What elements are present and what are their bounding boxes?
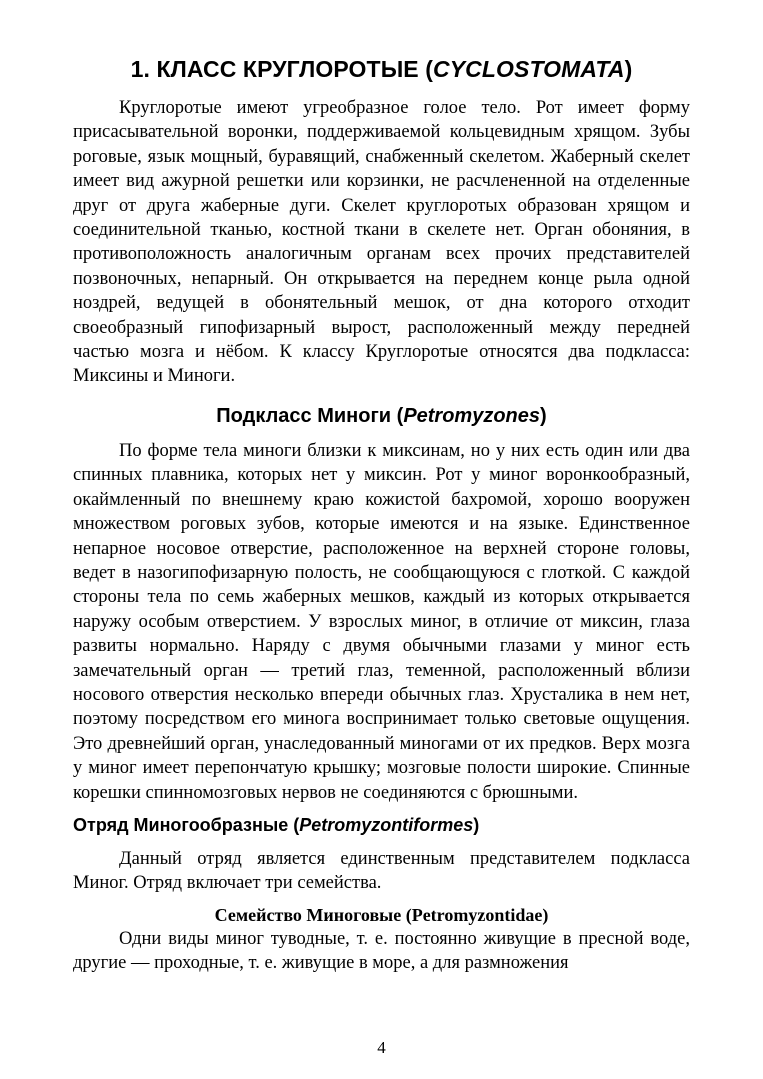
family-title: Семейство Миноговые (Petromyzontidae) xyxy=(214,904,549,925)
order-title-latin: Petromyzontiformes xyxy=(299,814,474,835)
order-title-prefix: Отряд Миногообразные ( xyxy=(73,814,300,835)
subclass-title-suffix: ) xyxy=(540,404,547,427)
family-paragraph: Одни виды миног туводные, т. е. постоянно живущие в пресной воде, другие — проходные, т. е. живущие в море, а для размножения xyxy=(73,928,690,974)
order-title-suffix: ) xyxy=(473,814,480,835)
section-title-prefix: 1. КЛАСС КРУГЛОРОТЫЕ ( xyxy=(130,56,433,82)
subclass-paragraph: По форме тела миноги близки к миксинам, но у них есть один или два спинных плавника, которых нет у миксин. Рот у миног воронкообразный, окаймленный по внешнему краю кожистой бахромой, хорошо вооружен множеством роговых зубов, которые имеются и на языке. Единственное непарное носовое отверстие, расположенное на верхней стороне головы, ведет в назогипофизарную полость, не сообщающуюся с глоткой. С каждой стороны тела по семь жаберных мешков, каждый из которых открывается наружу особым отверстием. У взрослых миног, в отличие от миксин, глаза развиты нормально. Наряду с двумя обычными глазами у миног есть замечательный орган — третий глаз, теменной, расположенный вблизи носового отверстия несколько впереди обычных глаз. Хрусталика в нем нет, поэтому посредством его минога воспринимает только световые ощущения. Это древнейший орган, унаследованный миногами от их предков. Верх мозга у миног имеет перепончатую крышку; мозговые полости широкие. Спинные корешки спинномозговых нервов не соединяются с брюшными. xyxy=(73,440,690,803)
page-number: 4 xyxy=(377,1038,386,1057)
subclass-title-prefix: Подкласс Миноги ( xyxy=(216,404,404,427)
order-paragraph: Данный отряд является единственным представителем подкласса Миног. Отряд включает три семейства. xyxy=(73,848,690,894)
page-content xyxy=(73,52,690,976)
subclass-title-latin: Petromyzones xyxy=(403,404,541,427)
section-title-suffix: ) xyxy=(624,56,633,82)
subclass-title xyxy=(73,402,690,430)
order-title xyxy=(73,812,690,838)
intro-paragraph: Круглоротые имеют угреобразное голое тело. Рот имеет форму присасывательной воронки, поддерживаемой кольцевидным хрящом. Зубы роговые, язык мощный, буравящий, снабженный скелетом. Жаберный скелет имеет вид ажурной решетки или корзинки, не расчлененной на отделенные друг от друга жаберные дуги. Скелет круглоротых образован хрящом и соединительной тканью, костной ткани в скелете нет. Орган обоняния, в противоположность аналогичным органам всех прочих представителей позвоночных, непарный. Он открывается на переднем конце рыла одной ноздрей, ведущей в обонятельный мешок, от дна которого отходит своеобразный гипофизарный вырост, расположенный между передней частью мозга и нёбом. К классу Круглоротые относятся два подкласса: Миксины и Миноги. xyxy=(73,98,690,387)
section-title-latin: CYCLOSTOMATA xyxy=(433,56,625,82)
section-title xyxy=(73,52,690,86)
